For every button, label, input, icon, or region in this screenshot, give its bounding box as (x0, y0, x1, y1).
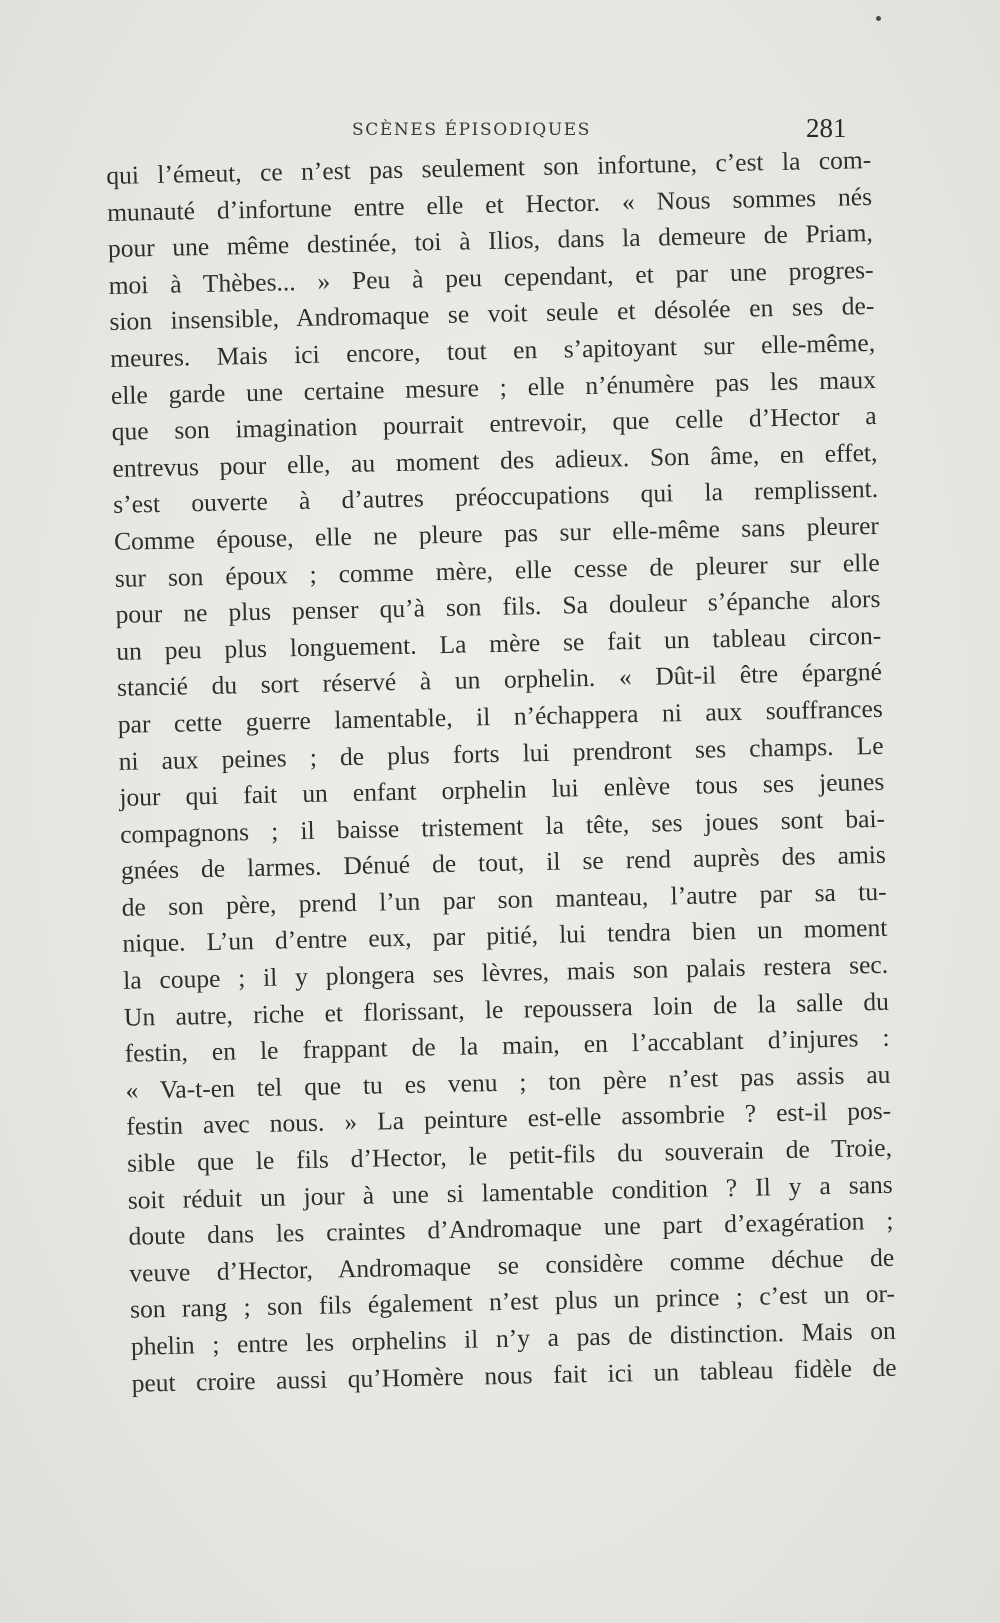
text-line: doute dans les craintes d’Andromaque une part d’exagération ; (128, 1205, 894, 1251)
text-line: sur son époux ; comme mère, elle cesse de pleurer sur elle (114, 547, 880, 593)
text-line: festin avec nous. » La peinture est-elle assombrie ? est-il pos- (125, 1096, 892, 1142)
text-line: sion insensible, Andromaque se voit seule et désolée en ses de- (109, 291, 875, 337)
running-head: SCÈNES ÉPISODIQUES (352, 120, 592, 140)
text-line: « Va-t-en tel que tu es venu ; ton père n’est pas assis au (125, 1059, 891, 1105)
text-line: jour qui fait un enfant orphelin lui enlève tous ses jeunes (119, 766, 885, 812)
text-line: festin, en le frappant de la main, en l’accablant d’injures : (124, 1023, 890, 1069)
page-number: 281 (806, 113, 847, 143)
text-line: meures. Mais ici encore, tout en s’apitoyant sur elle-même, (109, 327, 876, 373)
text-line: munauté d’infortune entre elle et Hector. « Nous sommes nés (106, 181, 873, 227)
text-line: un peu plus longuement. La mère se fait un tableau circon- (116, 620, 882, 666)
text-line: soit réduit un jour à une si lamentable condition ? Il y a sans (127, 1169, 893, 1215)
text-line: nique. L’un d’entre eux, par pitié, lui tendra bien un moment (122, 913, 888, 959)
text-line: de son père, prend l’un par son manteau, l’autre par sa tu- (121, 876, 887, 922)
text-line: son rang ; son fils également n’est plus un prince ; c’est un or- (129, 1279, 896, 1325)
text-line: compagnons ; il baisse tristement la tête, ses joues sont bai- (119, 803, 886, 849)
text-line: que son imagination pourrait entrevoir, que celle d’Hector a (111, 401, 877, 447)
text-line: entrevus pour elle, au moment des adieux. Son âme, en effet, (112, 437, 878, 483)
text-line: Comme épouse, elle ne pleure pas sur elle-même sans pleurer (113, 510, 880, 556)
text-line: Un autre, riche et florissant, le repoussera loin de la salle du (123, 986, 890, 1032)
text-line: peut croire aussi qu’Homère nous fait ici un tableau fidèle de (131, 1352, 897, 1398)
text-line: ni aux peines ; de plus forts lui prendront ses champs. Le (118, 730, 884, 776)
text-line: gnées de larmes. Dénué de tout, il se rend auprès des amis (120, 840, 887, 886)
text-line: pour une même destinée, toi à Ilios, dans la demeure de Priam, (107, 218, 874, 264)
body-text (106, 142, 897, 1402)
ink-speck (876, 16, 881, 21)
text-line: s’est ouverte à d’autres préoccupations qui la remplissent. (112, 474, 879, 520)
text-line: qui l’émeut, ce n’est pas seulement son infortune, c’est la com- (106, 144, 872, 190)
text-line: veuve d’Hector, Andromaque se considère comme déchue de (129, 1242, 895, 1288)
text-line: la coupe ; il y plongera ses lèvres, mais son palais restera sec. (122, 949, 889, 995)
text-line: phelin ; entre les orphelins il n’y a pas de distinction. Mais on (130, 1315, 897, 1361)
text-line: pour ne plus penser qu’à son fils. Sa douleur s’épanche alors (115, 584, 881, 630)
text-line: sible que le fils d’Hector, le petit-fils du souverain de Troie, (126, 1132, 893, 1178)
text-line: stancié du sort réservé à un orphelin. « Dût-il être épargné (116, 657, 883, 703)
text-line: elle garde une certaine mesure ; elle n’énumère pas les maux (110, 364, 877, 410)
text-line: par cette guerre lamentable, il n’échappera ni aux souffrances (117, 693, 883, 739)
text-line: moi à Thèbes... » Peu à peu cependant, et par une progres- (108, 254, 874, 300)
